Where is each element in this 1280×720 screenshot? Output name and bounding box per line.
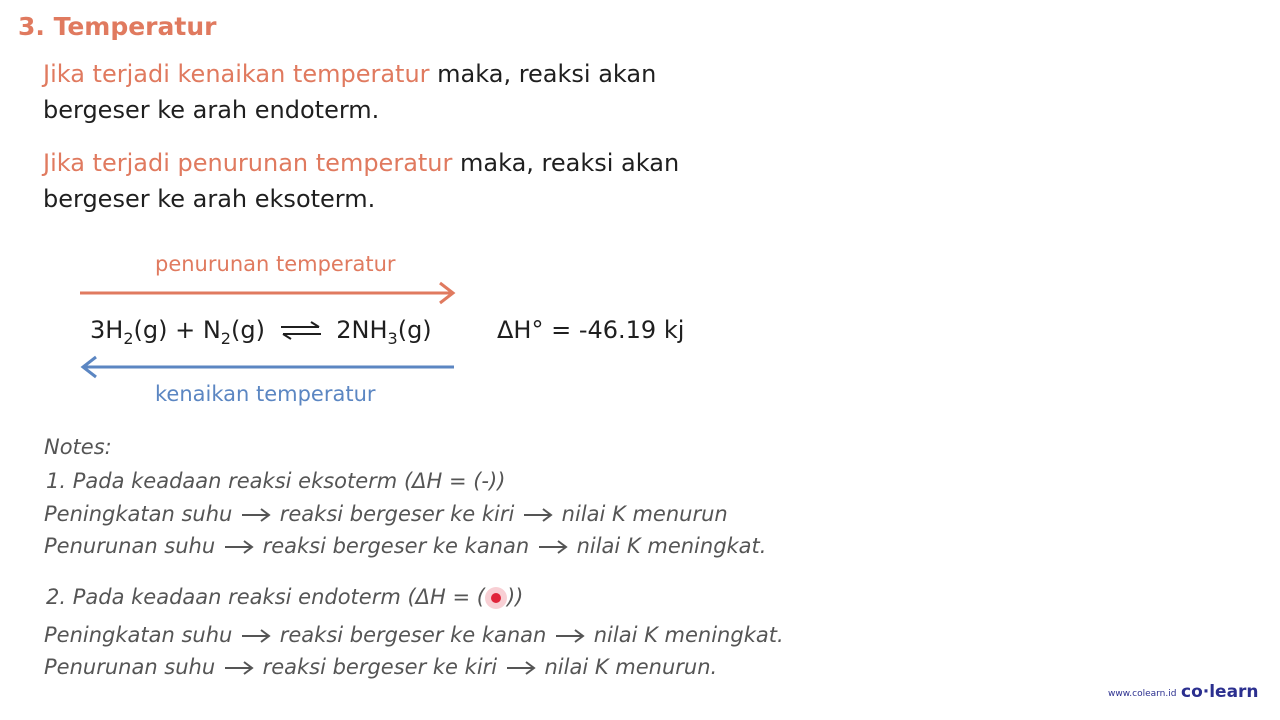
paragraph-penurunan-line2: bergeser ke arah eksoterm.: [43, 185, 376, 213]
note1-title: 1. Pada keadaan reaksi eksoterm (ΔH = (-)): [46, 469, 506, 493]
reactant-h2: 3H: [90, 316, 124, 344]
forward-arrow: [78, 281, 458, 305]
paragraph-penurunan-rest: maka, reaksi akan: [452, 149, 680, 177]
note2-line2: Penurunan suhu reaksi bergeser ke kiri nilai K menurun.: [44, 655, 718, 679]
note2-title: 2. Pada keadaan reaksi endoterm (ΔH = ( )): [46, 585, 524, 609]
right-arrow-icon: [555, 629, 585, 643]
backward-arrow: [78, 355, 458, 379]
paragraph-kenaikan-highlight: Jika terjadi kenaikan temperatur: [43, 60, 430, 88]
right-arrow-icon: [224, 661, 254, 675]
footer-url: www.colearn.id: [1108, 689, 1177, 699]
right-arrow-icon: [241, 629, 271, 643]
right-arrow-icon: [224, 540, 254, 554]
paragraph-kenaikan-line2: bergeser ke arah endoterm.: [43, 96, 380, 124]
paragraph-kenaikan: [43, 56, 656, 128]
reaction-equation: $3H_2(g) + N_2(g)$ $2NH_3(g)$: [90, 316, 432, 348]
bottom-arrow-label: kenaikan temperatur: [155, 382, 376, 406]
note1-line1: Peningkatan suhu reaksi bergeser ke kiri nilai K menurun: [44, 502, 728, 526]
right-arrow-icon: [506, 661, 536, 675]
product-nh3: 2NH: [336, 316, 388, 344]
note1-line2: Penurunan suhu reaksi bergeser ke kanan nilai K meningkat.: [44, 534, 767, 558]
paragraph-penurunan: [43, 145, 679, 217]
top-arrow-label: penurunan temperatur: [155, 252, 396, 276]
equilibrium-arrows-icon: [279, 321, 323, 341]
paragraph-kenaikan-rest: maka, reaksi akan: [429, 60, 657, 88]
notes-title: Notes:: [44, 435, 112, 459]
paragraph-penurunan-highlight: Jika terjadi penurunan temperatur: [43, 149, 453, 177]
note2-line1: Peningkatan suhu reaksi bergeser ke kanan nilai K meningkat.: [44, 623, 784, 647]
section-heading: 3. Temperatur: [18, 12, 217, 41]
right-arrow-icon: [241, 508, 271, 522]
colearn-logo: co·learn: [1181, 682, 1259, 702]
pointer-cursor-icon: [485, 587, 507, 609]
right-arrow-icon: [523, 508, 553, 522]
right-arrow-icon: [538, 540, 568, 554]
enthalpy-value: ΔH° = -46.19 kj: [497, 316, 685, 344]
